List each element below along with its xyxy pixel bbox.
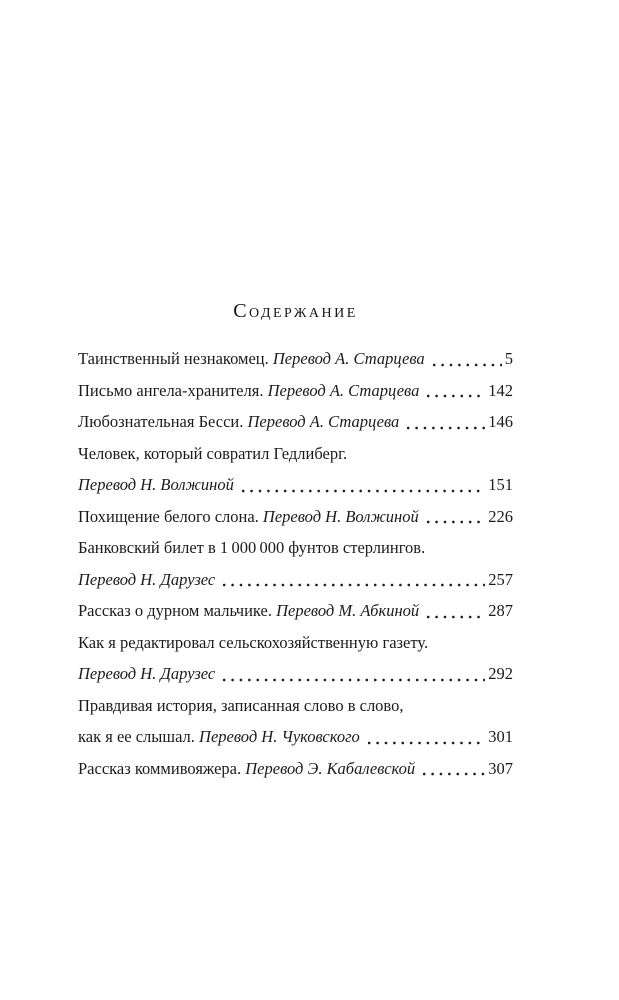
toc-entry-text xyxy=(78,658,215,690)
toc-line xyxy=(78,501,513,533)
page-number: 287 xyxy=(488,601,513,620)
toc-list xyxy=(78,343,513,784)
toc-line xyxy=(78,690,513,722)
page-number: 5 xyxy=(504,349,513,368)
translator-credit: Перевод А. Старцева xyxy=(267,380,420,400)
toc-line xyxy=(78,627,513,659)
page-number: 257 xyxy=(488,569,513,589)
dot-leader xyxy=(239,469,485,501)
story-title: Рассказ коммивояжера. xyxy=(78,758,246,778)
translator-credit: Перевод А. Старцева xyxy=(272,349,425,368)
toc-line xyxy=(78,564,513,596)
toc-line xyxy=(78,658,513,690)
toc-entry-text xyxy=(78,343,425,375)
dot-leader xyxy=(424,595,485,627)
toc-entry-text xyxy=(78,721,360,753)
toc-entry-text xyxy=(78,627,428,659)
toc-entry-text xyxy=(78,469,234,501)
toc-entry-text xyxy=(78,438,347,470)
toc-entry-text xyxy=(78,532,425,564)
page-number: 151 xyxy=(488,475,513,494)
dot-leader xyxy=(404,406,485,438)
translator-credit: Перевод Н. Дарузес xyxy=(78,664,216,683)
page-number: 146 xyxy=(488,412,513,431)
toc-line xyxy=(78,532,513,564)
dot-leader xyxy=(365,721,485,753)
story-title: Человек, который совратил Гедлиберг. xyxy=(78,443,348,463)
story-title: Таинственный незнакомец. xyxy=(78,349,273,368)
toc-line xyxy=(78,753,513,785)
toc-line xyxy=(78,469,513,501)
toc-line xyxy=(78,595,513,627)
translator-credit: Перевод Н. Волжиной xyxy=(78,475,234,494)
page-number: 142 xyxy=(488,380,513,400)
dot-leader xyxy=(220,564,485,596)
story-title: Любознательная Бесси. xyxy=(78,412,248,431)
story-title: Банковский билет в 1 000 000 фунтов стерлингов. xyxy=(78,538,426,557)
page-number: 226 xyxy=(488,506,513,526)
translator-credit: Перевод Э. Кабалевской xyxy=(245,758,416,778)
toc-line xyxy=(78,438,513,470)
story-title: как я ее слышал. xyxy=(78,727,200,746)
toc-entry-text xyxy=(78,753,415,785)
toc-entry-text xyxy=(78,595,419,627)
translator-credit: Перевод Н. Дарузес xyxy=(78,569,216,589)
toc-content xyxy=(78,300,513,784)
toc-line xyxy=(78,343,513,375)
dot-leader xyxy=(424,375,485,407)
page-number: 307 xyxy=(488,758,513,778)
translator-credit: Перевод Н. Чуковского xyxy=(199,727,360,746)
story-title: Правдивая история, записанная слово в слово, xyxy=(78,695,404,715)
dot-leader xyxy=(420,753,485,785)
translator-credit: Перевод М. Абкиной xyxy=(276,601,420,620)
page-number: 301 xyxy=(488,727,513,746)
story-title: Как я редактировал сельскохозяйственную газету. xyxy=(78,632,429,652)
toc-entry-text xyxy=(78,690,404,722)
dot-leader xyxy=(424,501,486,533)
translator-credit: Перевод Н. Волжиной xyxy=(262,506,419,526)
story-title: Письмо ангела-хранителя. xyxy=(78,380,268,400)
toc-line xyxy=(78,406,513,438)
dot-leader xyxy=(220,658,485,690)
toc-entry-text xyxy=(78,375,419,407)
toc-entry-text xyxy=(78,406,399,438)
story-title: Рассказ о дурном мальчике. xyxy=(78,601,277,620)
toc-entry-text xyxy=(78,564,215,596)
page-number: 292 xyxy=(488,664,513,683)
toc-line xyxy=(78,721,513,753)
dot-leader xyxy=(430,343,502,375)
toc-entry-text xyxy=(78,501,419,533)
toc-line xyxy=(78,375,513,407)
toc-heading: Содержание xyxy=(233,300,358,322)
translator-credit: Перевод А. Старцева xyxy=(247,412,400,431)
story-title: Похищение белого слона. xyxy=(78,506,263,526)
